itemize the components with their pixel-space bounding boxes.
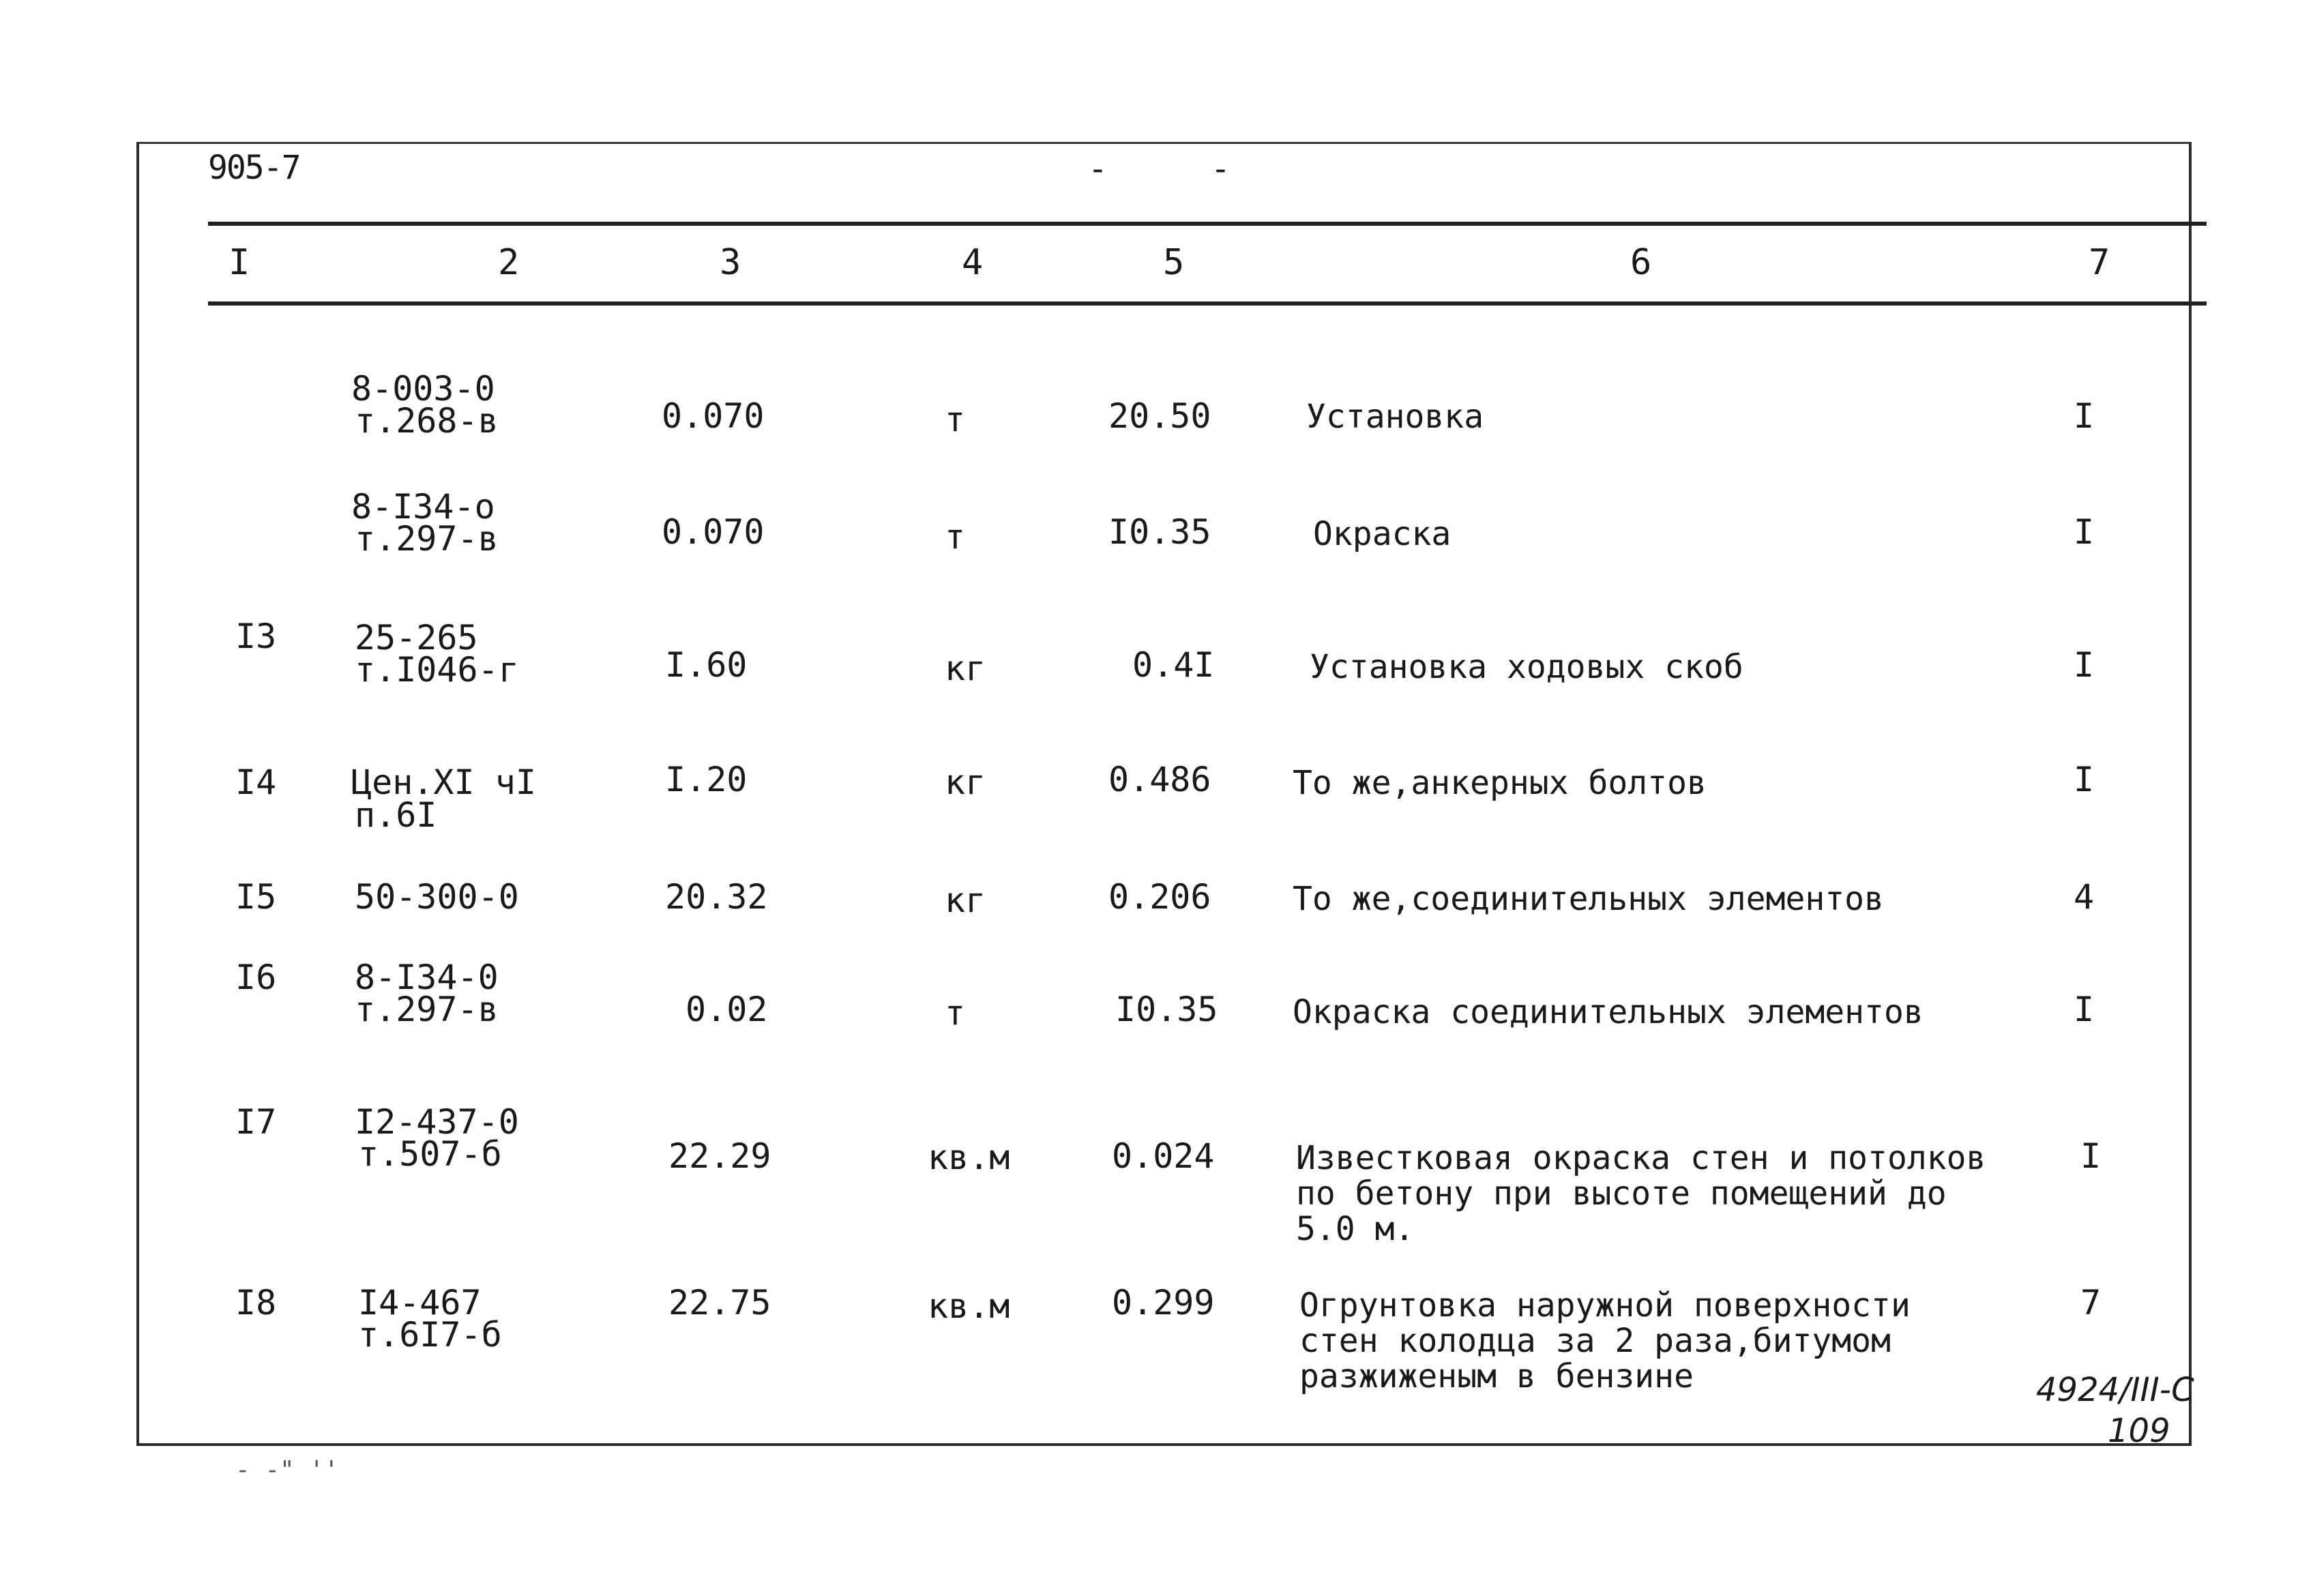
count: I (2074, 645, 2095, 685)
column-header: 6 (1630, 242, 1652, 283)
code-line: т.6I7-б (358, 1315, 502, 1355)
unit: кв.м (928, 1138, 1010, 1177)
quantity: 0.070 (662, 512, 765, 552)
code-line: 8-I34-0 (355, 958, 499, 997)
count: I (2074, 512, 2095, 552)
column-header: 7 (2089, 242, 2110, 283)
header-dash: - (1211, 150, 1231, 188)
code-line: 50-300-0 (355, 877, 519, 917)
code-line: 8-I34-о (351, 487, 495, 527)
count: I (2074, 396, 2095, 436)
code-line: т.297-в (355, 990, 499, 1029)
code-line: т.297-в (355, 519, 499, 559)
code-line: т.268-в (355, 401, 499, 441)
rate: I0.35 (1108, 512, 1211, 552)
quantity: 20.32 (665, 877, 768, 917)
quantity: I.60 (665, 645, 748, 685)
quantity: 0.070 (662, 396, 765, 436)
quantity: 22.29 (668, 1136, 771, 1176)
header-bottom-rule (208, 301, 2207, 306)
code-line: т.I046-г (355, 650, 519, 690)
description: Окраска соединительных элементов (1293, 993, 1924, 1031)
header-top-rule (208, 222, 2207, 226)
unit: кв.м (928, 1286, 1010, 1326)
code-line: Цен.ХI чI (351, 763, 536, 802)
count: 4 (2074, 877, 2095, 917)
column-header: 2 (498, 242, 520, 283)
quantity: 0.02 (686, 990, 768, 1029)
quantity: I.20 (665, 760, 748, 799)
count: I (2080, 1136, 2102, 1176)
row-number: I8 (235, 1283, 277, 1322)
rate: 0.4I (1132, 645, 1215, 685)
page-number: 109 (2108, 1412, 2170, 1450)
column-header: 3 (720, 242, 741, 283)
unit: кг (945, 881, 986, 920)
rate: 0.206 (1108, 877, 1211, 917)
code-line: 8-003-0 (351, 369, 495, 409)
description: То же,анкерных болтов (1293, 764, 1707, 802)
document-code: 905-7 (208, 149, 300, 187)
unit: т (945, 993, 966, 1033)
sheet-reference: 4924/III-С (2036, 1371, 2194, 1409)
description: Установка (1306, 398, 1484, 436)
header-dash: - (1088, 150, 1108, 188)
column-header: I (229, 242, 250, 283)
unit: т (945, 400, 966, 439)
row-number: I7 (235, 1102, 277, 1142)
column-header: 5 (1163, 242, 1185, 283)
rate: I0.35 (1115, 990, 1218, 1029)
code-line: 25-265 (355, 618, 478, 657)
quantity: 22.75 (668, 1283, 771, 1322)
rate: 20.50 (1108, 396, 1211, 436)
row-number: I4 (235, 763, 277, 802)
count: I (2074, 990, 2095, 1029)
description: То же,соединительных элементов (1293, 880, 1884, 918)
description: Установка ходовых скоб (1310, 648, 1743, 686)
count: I (2074, 760, 2095, 799)
description: Окраска (1313, 515, 1452, 553)
unit: кг (945, 763, 986, 802)
unit: т (945, 517, 966, 557)
count: 7 (2080, 1283, 2102, 1322)
stray-mark: - -" '' (235, 1456, 339, 1484)
code-line: п.6I (355, 795, 437, 835)
row-number: I6 (235, 958, 277, 997)
rate: 0.486 (1108, 760, 1211, 799)
rate: 0.299 (1112, 1283, 1215, 1322)
code-line: т.507-б (358, 1134, 502, 1174)
description: Огрунтовка наружной поверхности стен колодца за 2 раза,битумом разжиженым в бензине (1299, 1286, 1911, 1395)
row-number: I5 (235, 877, 277, 917)
description: Известковая окраска стен и потолков по бетону при высоте помещений до 5.0 м. (1296, 1139, 1986, 1248)
row-number: I3 (235, 617, 277, 656)
column-header: 4 (962, 242, 984, 283)
unit: кг (945, 649, 986, 688)
code-line: I2-437-0 (355, 1102, 519, 1142)
code-line: I4-467 (358, 1283, 482, 1322)
rate: 0.024 (1112, 1136, 1215, 1176)
